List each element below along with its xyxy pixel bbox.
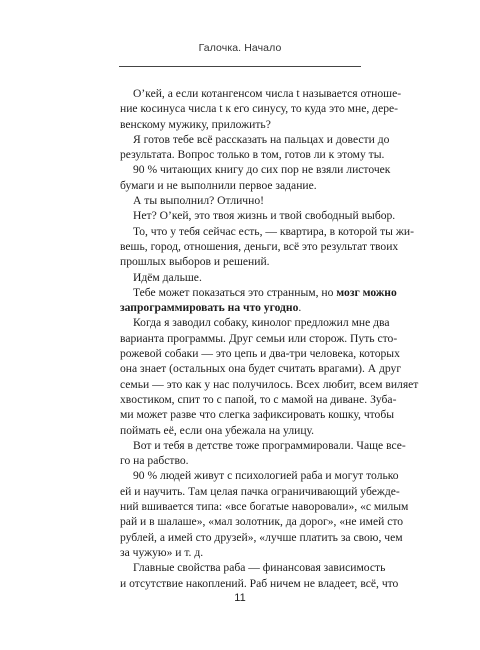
text-run: Тебе может показаться это странным, но [133, 285, 334, 299]
text-line [120, 377, 419, 392]
text-line [120, 361, 402, 376]
text-run: варианта программы. Друг семьи или сторож. Путь сто- [120, 331, 398, 345]
text-line [120, 254, 365, 269]
text-run-tail: . [298, 301, 302, 315]
text-run: она знает (остальных она будет считать врагами). А друг [120, 362, 402, 376]
text-run: ми может разве что слегка зафиксировать кошку, чтобы [120, 408, 395, 422]
text-line [120, 545, 365, 560]
text-run: хвостиком, спит то с папой, то с мамой на диване. Зуба- [120, 392, 397, 406]
text-line [120, 468, 399, 483]
text-run: рублей, а имей сто друзей», «лучше платить за свою, чем [120, 530, 403, 544]
text-line [120, 101, 399, 116]
text-line [120, 162, 391, 177]
text-line [120, 300, 365, 315]
text-line [120, 576, 399, 591]
text-run: семьи — это как у нас получилось. Всех любит, всем виляет [120, 377, 419, 391]
text-run: ний вшивается типа: «все богатые наворовали», «с милым [120, 500, 409, 514]
text-line [120, 117, 365, 132]
text-run: Когда я заводил собаку, кинолог предложил мне два [133, 316, 390, 330]
text-run: О’кей, а если котангенсом числа t называется отноше- [133, 87, 402, 100]
bold-text-run: запрограммировать на что угодно [120, 301, 299, 315]
text-line [120, 484, 400, 499]
text-run: Я готов тебе всё рассказать на пальцах и довести до [133, 132, 390, 146]
text-run: и отсутствие накоплений. Раб ничем не владеет, всё, что [120, 576, 399, 590]
text-run: То, что у тебя сейчас есть, — квартира, в которой ты жи- [133, 224, 414, 238]
text-line [120, 208, 396, 223]
text-line [120, 239, 399, 254]
text-line [120, 193, 365, 208]
text-line [120, 407, 395, 422]
text-run: 90 % людей живут с психологией раба и могут только [133, 469, 399, 483]
text-run: Идём дальше. [133, 270, 202, 284]
text-line [120, 132, 390, 147]
text-line [120, 270, 365, 285]
text-run: го на рабство. [120, 454, 189, 468]
text-run: рай и в шалаше», «мал золотник, да дорог», «не имей сто [120, 515, 404, 529]
text-run: Нет? О’кей, это твоя жизнь и твой свободный выбор. [133, 209, 396, 223]
text-run: ей и научить. Там целая пачка ограничивающий убежде- [120, 484, 400, 498]
text-line [120, 346, 400, 361]
text-line [120, 499, 409, 514]
text-run: ние косинуса числа t к его синусу, то куда это мне, дере- [120, 102, 399, 116]
bold-text-run: мозг можно [336, 285, 397, 299]
running-title: Галочка. Начало [198, 42, 282, 54]
text-run: рожевой собаки — это цепь и два-три человека, которых [120, 347, 400, 361]
text-line [120, 315, 390, 330]
text-run: А ты выполнил? Отлично! [133, 194, 264, 208]
header-rule [119, 66, 361, 67]
text-line [120, 178, 365, 193]
page-number: 11 [234, 592, 246, 604]
text-run: бумаги и не выполнили первое задание. [120, 178, 317, 192]
text-line [120, 331, 398, 346]
text-run: венскому мужику, приложить? [120, 117, 271, 131]
text-line [120, 86, 402, 101]
text-line [120, 423, 365, 438]
text-line [120, 224, 414, 239]
text-run: Вот и тебя в детстве тоже программировали. Чаще все- [133, 438, 406, 452]
text-line [120, 514, 404, 529]
text-line [120, 285, 397, 300]
text-run: за чужую» и т. д. [120, 545, 204, 559]
body-text [120, 86, 419, 591]
text-run: вешь, город, отношения, деньги, всё это результат твоих [120, 239, 399, 253]
text-run: 90 % читающих книгу до сих пор не взяли листочек [133, 163, 391, 177]
text-line [120, 530, 403, 545]
text-run: результата. Вопрос только в том, готов ли к этому ты. [120, 148, 385, 162]
text-line [120, 392, 397, 407]
text-run: поймать её, если она убежала на улицу. [120, 423, 315, 437]
text-line [120, 453, 365, 468]
text-line [120, 438, 406, 453]
text-line [120, 147, 385, 162]
text-run: Главные свойства раба — финансовая зависимость [133, 561, 386, 575]
text-run: прошлых выборов и решений. [120, 255, 270, 269]
text-line [120, 560, 386, 575]
